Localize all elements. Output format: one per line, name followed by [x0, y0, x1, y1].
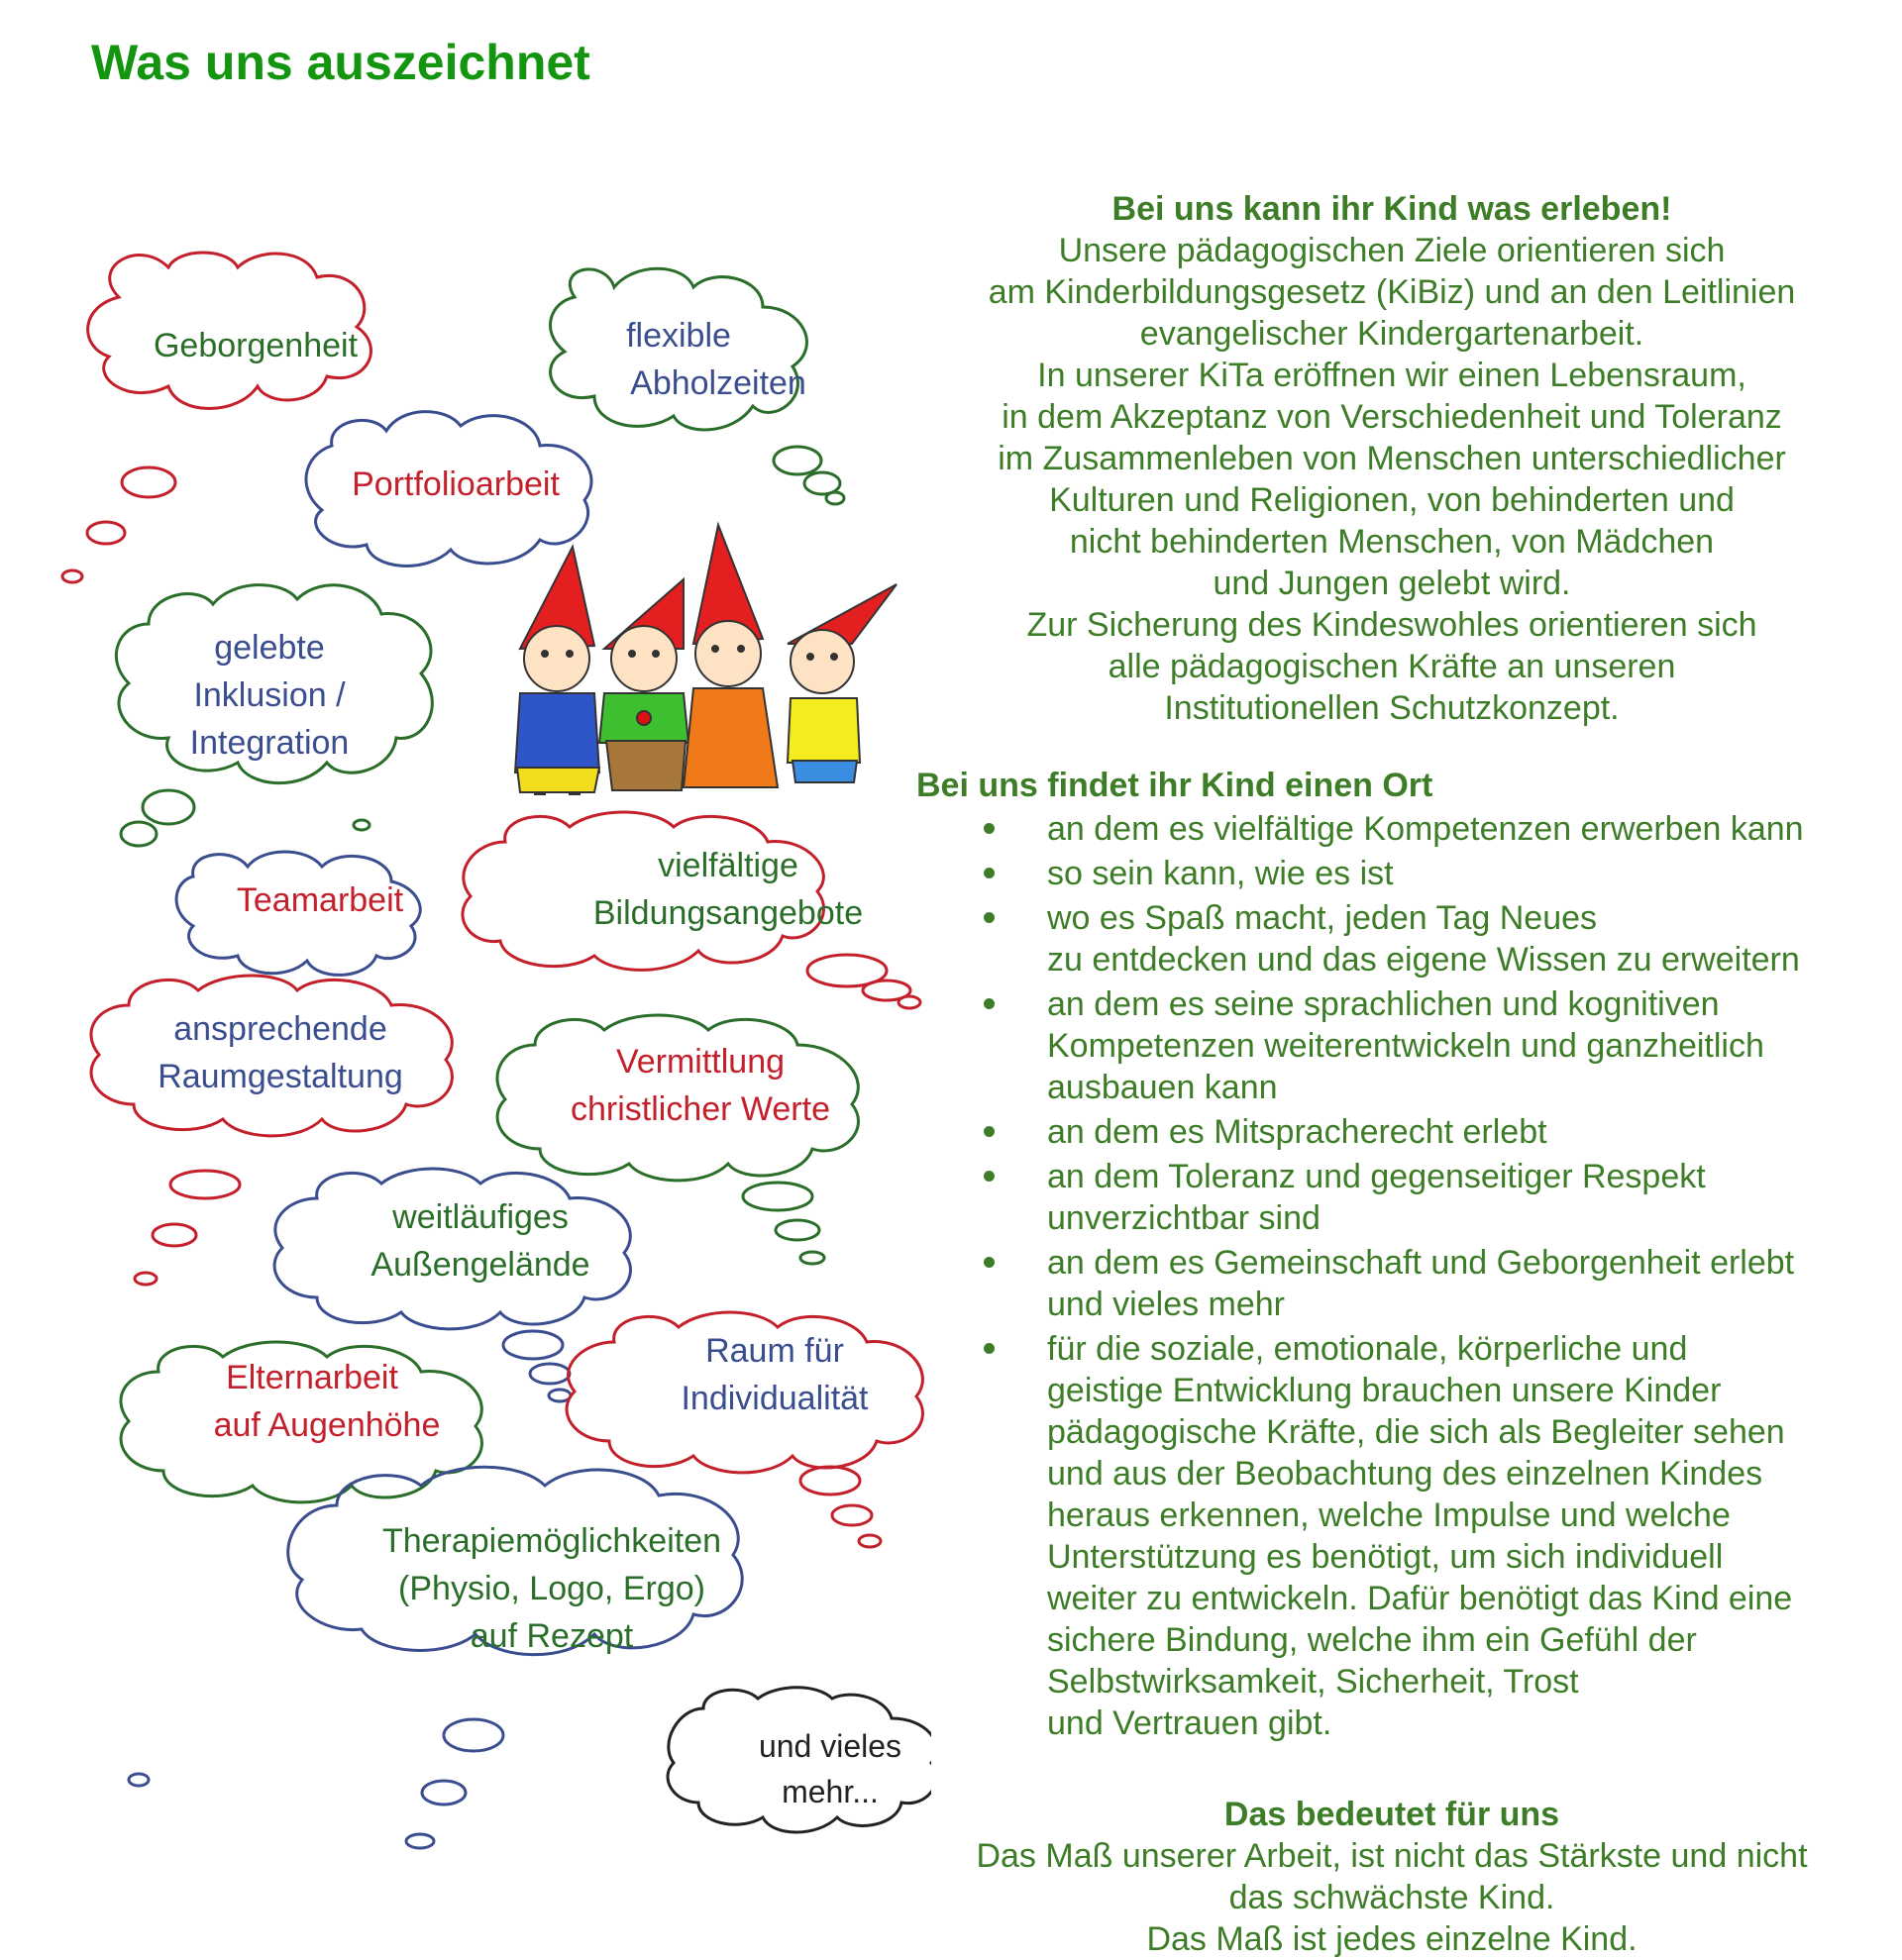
cloud-text: auf Augenhöhe: [213, 1406, 441, 1444]
cloud-text: (Physio, Logo, Ergo): [398, 1570, 705, 1607]
list-item-text: an dem es Mitspracherecht erlebt: [1047, 1113, 1547, 1151]
list-item-text: an dem es vielfältige Kompetenzen erwerben kann: [1047, 810, 1804, 848]
cloud-text: Portfolioarbeit: [352, 465, 560, 503]
cloud-text: Abholzeiten: [630, 364, 806, 402]
cloud-text: gelebte: [214, 629, 325, 667]
cloud-text: flexible: [626, 317, 731, 355]
description-column: [916, 188, 1867, 1960]
cloud-text: Vermittlung: [615, 1043, 786, 1081]
cloud-label-gelaende: [370, 1198, 589, 1284]
list-item: [916, 1111, 1867, 1153]
list-item: [916, 1328, 1867, 1744]
cloud-label-mehr: [759, 1728, 901, 1809]
cloud-text: Raum für: [705, 1332, 844, 1370]
meaning-text: Das Maß unserer Arbeit, ist nicht das Stärkste und nicht das schwächste Kind. Das Maß ist jedes einzelne Kind.: [976, 1837, 1808, 1958]
list-item-text: an dem es Gemeinschaft und Geborgenheit erlebt und vieles mehr: [1047, 1244, 1795, 1323]
gnome-children-illustration: [515, 525, 897, 794]
cloud-label-inklusion: [190, 629, 350, 762]
list-item: [916, 1156, 1867, 1239]
list-item: [916, 983, 1867, 1108]
ort-heading: Bei uns findet ihr Kind einen Ort: [916, 767, 1433, 804]
cloud-label-therapie: [382, 1522, 721, 1655]
cloud-label-teamarbeit: [237, 881, 404, 919]
cloud-text: vielfältige: [658, 847, 798, 884]
cloud-label-bildung: [593, 847, 863, 932]
bullet-icon: [984, 1171, 995, 1182]
cloud-text: mehr...: [782, 1774, 879, 1809]
cloud-text: weitläufiges: [392, 1198, 569, 1236]
cloud-text: auf Rezept: [470, 1617, 634, 1655]
cloud-text: Elternarbeit: [226, 1359, 398, 1396]
list-item-text: an dem Toleranz und gegenseitiger Respekt unverzichtbar sind: [1047, 1158, 1706, 1237]
bullet-icon: [984, 1257, 995, 1268]
list-item: [916, 808, 1867, 850]
list-item: [916, 853, 1867, 894]
gnome-child-icon: [788, 584, 897, 782]
thought-clouds-illustration: [0, 0, 931, 1960]
bullet-icon: [984, 868, 995, 878]
cloud-label-eltern: [214, 1359, 441, 1444]
list-item: [916, 1242, 1867, 1325]
meaning-heading: Das bedeutet für uns: [1223, 1796, 1560, 1833]
list-item: [916, 897, 1867, 980]
cloud-label-abholzeiten: [626, 317, 806, 402]
cloud-text: Individualität: [681, 1380, 869, 1417]
list-item-text: so sein kann, wie es ist: [1047, 855, 1394, 892]
list-item-text: wo es Spaß macht, jeden Tag Neues zu entdecken und das eigene Wissen zu erweitern: [1047, 899, 1800, 979]
cloud-text: Teamarbeit: [236, 881, 404, 919]
cloud-label-raum: [158, 1010, 403, 1095]
gnome-child-icon: [515, 547, 599, 794]
cloud-label-geborgenheit: [154, 327, 359, 364]
cloud-text: und vieles: [758, 1728, 902, 1764]
page-title: Was uns auszeichnet: [91, 35, 590, 90]
cloud-text: Geborgenheit: [153, 327, 359, 364]
cloud-text: Integration: [189, 724, 350, 762]
bullet-icon: [984, 823, 995, 834]
bullet-icon: [984, 1343, 995, 1354]
list-item-text: an dem es seine sprachlichen und kognitiven Kompetenzen weiterentwickeln und ganzheitlich ausbauen kann: [1047, 985, 1764, 1106]
cloud-text: Raumgestaltung: [158, 1058, 403, 1095]
gnome-child-icon: [599, 579, 688, 790]
cloud-text: Außengelände: [370, 1246, 590, 1284]
bullet-icon: [984, 998, 995, 1009]
bullet-icon: [984, 912, 995, 923]
list-item-text: für die soziale, emotionale, körperliche und geistige Entwicklung brauchen unsere Kinder pädagogische Kräfte, die sich als Begleiter sehen und aus der Beobachtung des einzelnen Kindes heraus erkennen, welche Impulse und welche Unterstützung es benötigt, um sich individuell weiter zu entwickeln. Dafür benötigt das Kind eine sichere Bindung, welche ihm ein Gefühl der Selbstwirksamkeit, Sicherheit, Trost und Vertrauen gibt.: [1047, 1330, 1793, 1742]
cloud-inklusion: [116, 585, 432, 846]
cloud-text: christlicher Werte: [571, 1090, 830, 1128]
cloud-label-werte: [571, 1043, 830, 1128]
cloud-text: Therapiemöglichkeiten: [381, 1522, 722, 1560]
intro-text: Unsere pädagogischen Ziele orientieren sich am Kinderbildungsgesetz (KiBiz) und an den Leitlinien evangelischer Kindergartenarbeit. In unserer KiTa eröffnen wir einen Lebensraum, in dem Akzeptanz von Verschiedenheit und Toleranz im Zusammenleben von Menschen unterschiedlicher Kulturen und Religionen, von behinderten und nicht behinderten Menschen, von Mädchen und Jungen gelebt wird. Zur Sicherung des Kindeswohles orientieren sich alle pädagogischen Kräfte an unseren Institutionellen Schutzkonzept.: [988, 232, 1796, 727]
gnome-child-icon: [684, 525, 778, 787]
cloud-text: Inklusion /: [193, 676, 346, 714]
cloud-label-portfolio: [352, 465, 560, 503]
intro-heading: Bei uns kann ihr Kind was erleben!: [1111, 190, 1672, 228]
ort-list: [916, 808, 1867, 1744]
bullet-icon: [984, 1126, 995, 1137]
cloud-text: Bildungsangebote: [592, 894, 864, 932]
cloud-geborgenheit: [62, 253, 370, 582]
cloud-label-individualitaet: [681, 1332, 869, 1417]
cloud-text: ansprechende: [173, 1010, 387, 1048]
